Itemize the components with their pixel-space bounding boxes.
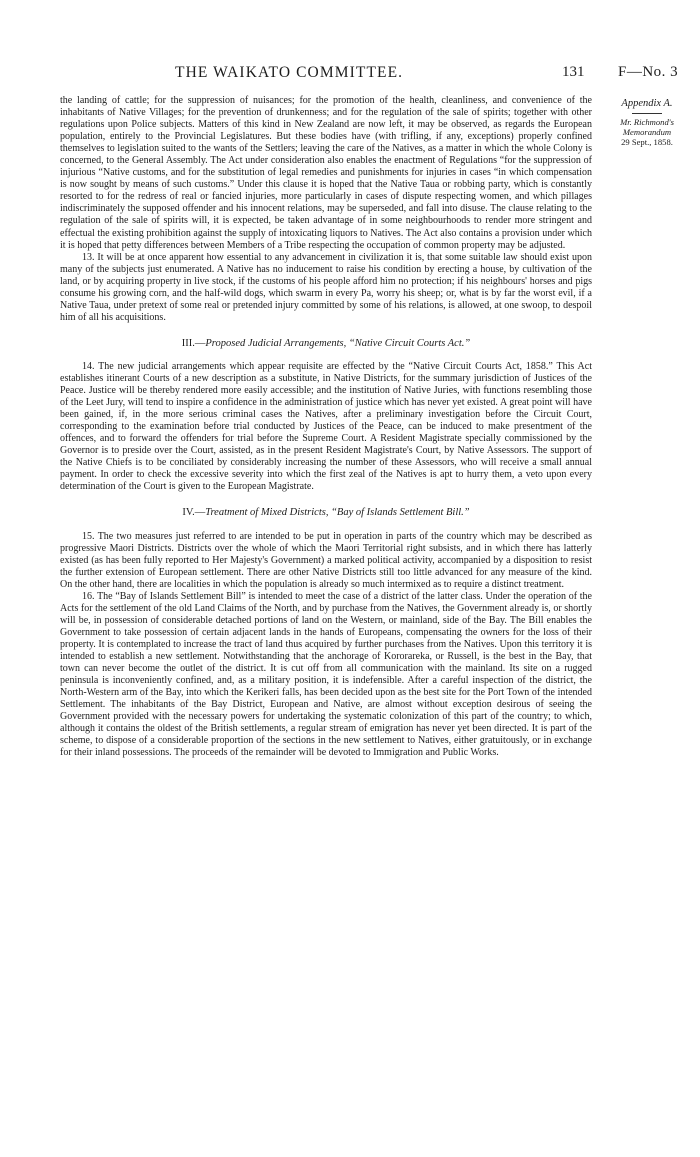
paper-reference: F—No. 3 xyxy=(618,64,679,80)
section-number: IV.— xyxy=(182,507,206,519)
paragraph-12-continued: the landing of cattle; for the suppression of nuisances; for the promotion of the health, cleanliness, and convenience of the inhabitants of Native Villages; for the prevention of drunkenness; and for the regulation of the sale of spirits; together with other regulations upon Police subjects. Matters of this kind in New Zealand are now left, it may be observed, as regards the European population, entirely to the Provincial Legislatures. But these bodies have (with trifling, if any, exceptions) properly confined themselves to legislation suited to the wants of the Settlers; leaving the care of the Natives, as a matter in which the whole Colony is concerned, to the General Assembly. The Act under consideration also enables the enactment of Regulations “for the suppression of injurious “Native customs, and for the substitution of legal remedies and punishments for injuries in cases “in which compensation is now sought by means of such customs.” Under this clause it is hoped that the Native Taua or robbing party, which is constantly resorted to for the redress of real or fancied injuries, more particularly in cases of dispute respecting women, and which pillages indiscriminately the supposed offender and his innocent relations, may be superseded, and fall into disuse. The clause relating to the regulation of the sale of spirits will, it is expected, be taken advantage of in some neighbourhoods to render more stringent and effectual the existing prohibition against the supply of intoxicating liquors to Natives. The Act also contains a provision under which it is hoped that petty differences between Members of a Tribe respecting the occupation of common property may be adjusted. xyxy=(60,95,592,251)
page-header xyxy=(0,64,700,84)
section-title: Proposed Judicial Arrangements, “Native Circuit Courts Act.” xyxy=(205,337,471,349)
paragraph-16: 16. The “Bay of Islands Settlement Bill” is intended to meet the case of a district of the latter class. Under the operation of the Acts for the settlement of the old Land Claims of the North, and by purchase from the Natives, the Government already is, or shortly will be, in possession of considerable detached portions of land on the Western, or mainland, side of the Bay. The Bill enables the Government to take possession of certain adjacent lands in the hands of Europeans, compensating the owners for the loss of their property. It is contemplated to increase the tract of land thus acquired by further purchases from the Natives. Upon this territory it is intended to establish a new settlement. Notwithstanding that the anchorage of Kororareka, or Russell, is the best in the Bay, that town can never become the outlet of the district. It is cut off from all communication with the mainland. Its site on a rugged peninsula is inconveniently confined, and, as a military position, it is indefensible. After a careful inspection of the district, the North-Western arm of the Bay, into which the Kerikeri falls, has been decided upon as the best site for the Port Town of the intended Settlement. The inhabitants of the Bay District, European and Native, are almost without exception desirous of seeing the Government provided with the necessary powers for undertaking the systematic colonization of this part of the country; to which, although it contains the oldest of the British settlements, a regular stream of emigration has never yet been directed. It is part of the scheme, to dispose of a considerable proportion of the sections in the new settlement to Natives, either gratuitously, or in exchange for their inland possessions. The proceeds of the remainder will be devoted to Immigration and Public Works. xyxy=(60,590,592,759)
margin-appendix-label: Appendix A. xyxy=(621,98,673,109)
margin-date: 29 Sept., 1858. xyxy=(621,137,673,147)
paragraph-14: 14. The new judicial arrangements which appear requisite are effected by the “Native Circuit Courts Act, 1858.” This Act establishes itinerant Courts of a new description as a substitute, in Native Districts, for the summary jurisdiction of Justices of the Peace. Justice will be thereby rendered more easily accessible; and the institution of Native Juries, with functions resembling those of the Leet Jury, will tend to inspire a confidence in the administration of justice which has never yet existed. A great point will have been gained, if, in the more serious criminal cases the Natives, after a preliminary investigation before the Circuit Court, corresponding to the examination before trial conducted by Justices of the Peace, can be induced to make presentment of the offences, and to forward the offenders for trial before the Supreme Court. A Resident Magistrate specially commissioned by the Governor is to preside over the Court, assisted, as in the present Resident Magistrate's Court, by Native Assessors. The support of the Native Chiefs is to be conciliated by considerably increasing the number of these Assessors, who will receive a small annual payment. In order to check the excessive severity into which the first zeal of the Natives is apt to hurry them, a veto upon every determination of the Court is given to the European Magistrate. xyxy=(60,360,592,493)
margin-author: Mr. Richmond's xyxy=(620,117,674,127)
paragraph-13: 13. It will be at once apparent how essential to any advancement in civilization it is, that some suitable law should exist upon many of the subjects just enumerated. A Native has no inducement to raise his condition by erecting a house, by cultivation of the land, or by acquiring property in live stock, if the customs of his people afford him no protection; if his neighbours' horses and pigs consume his growing corn, and the half-wild dogs, which swarm in every Pa, worry his sheep; or, what is by far the worst evil, if a Native Taua, under pretext of some real or pretended injury committed by some of his relations, is allowed, at one swoop, to despoil him of all his acquisitions. xyxy=(60,251,592,323)
margin-note xyxy=(597,97,697,147)
margin-rule xyxy=(632,113,662,114)
body-text xyxy=(60,95,592,759)
section-heading-4 xyxy=(60,507,592,519)
section-heading-3 xyxy=(60,338,592,350)
margin-document: Memorandum xyxy=(622,127,672,137)
paragraph-15: 15. The two measures just referred to are intended to be put in operation in parts of the country which may be described as progressive Maori Districts. Districts over the whole of which the Maori Territorial right subsists, and in which there has latterly existed (as has been fully reported to Her Majesty's Government) a marked political activity, accompanied by a disposition to resist the further extension of European settlement. There are other Native Districts still too little advanced for any measure of the kind. On the other hand, there are localities in which the population is already so much intermixed as to require a distinct treatment. xyxy=(60,530,592,590)
section-number: III.— xyxy=(181,337,206,349)
section-title: Treatment of Mixed Districts, “Bay of Islands Settlement Bill.” xyxy=(205,507,470,519)
running-title: THE WAIKATO COMMITTEE. xyxy=(175,64,404,81)
page-number: 131 xyxy=(562,64,585,80)
